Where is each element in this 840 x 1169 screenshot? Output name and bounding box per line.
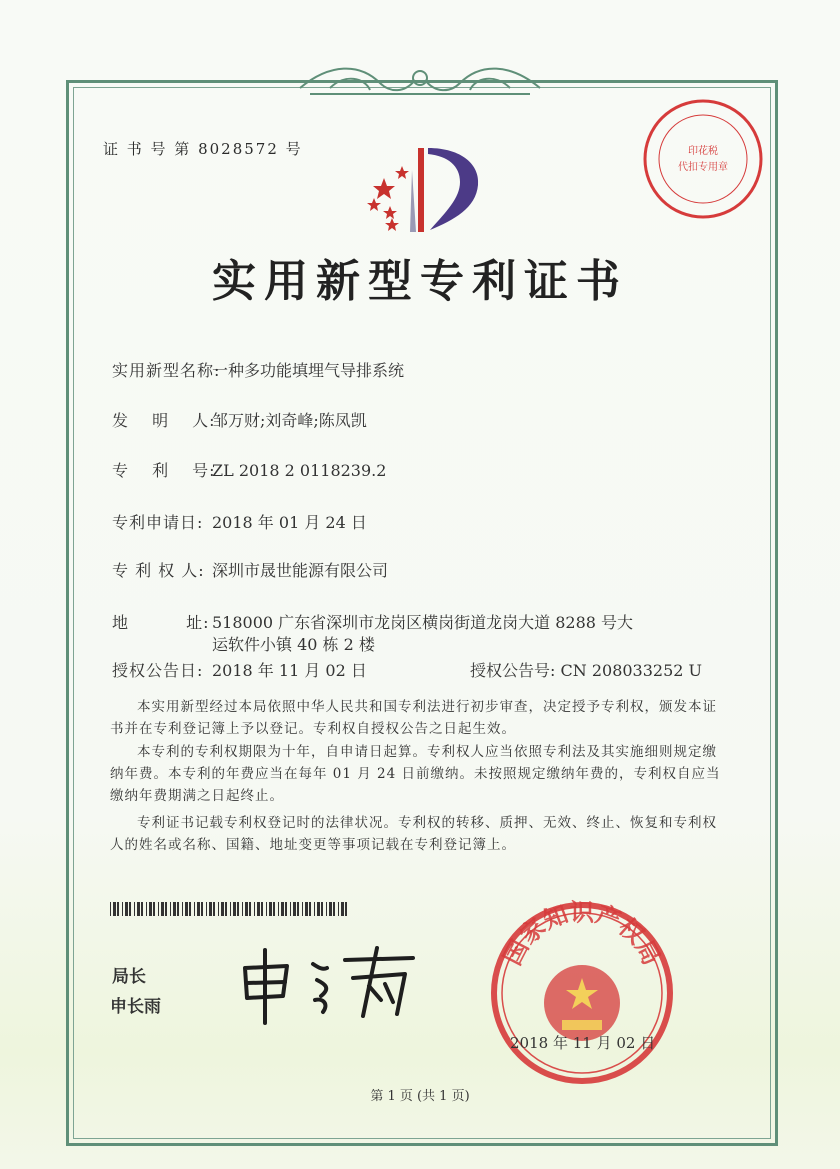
address-row <box>112 610 633 633</box>
address-label: 地 址: <box>112 613 210 632</box>
official-seal-icon <box>487 898 677 1088</box>
grant-number-label: 授权公告号: <box>470 661 556 680</box>
certificate-number: 证 书 号 第 8028572 号 <box>103 140 303 158</box>
inventor-value: 邹万财;刘奇峰;陈凤凯 <box>212 411 367 430</box>
patent-logo-icon <box>362 140 482 240</box>
address-line-2: 运软件小镇 40 栋 2 楼 <box>212 635 375 654</box>
signature-icon <box>235 938 425 1028</box>
signing-date: 2018 年 11 月 02 日 <box>510 1034 656 1052</box>
address-line-1: 518000 广东省深圳市龙岗区横岗街道龙岗大道 8288 号大 <box>212 613 634 632</box>
inventor-label: 发 明 人: <box>112 411 216 430</box>
patent-number-value: ZL 2018 2 0118239.2 <box>212 461 387 480</box>
page-title: 实用新型专利证书 <box>212 256 628 307</box>
svg-text:国家知识产权局 <box>498 899 665 970</box>
grant-date-value: 2018 年 11 月 02 日 <box>212 661 367 680</box>
grant-number-value: CN 208033252 U <box>560 661 703 680</box>
page-number: 第 1 页 (共 1 页) <box>370 1089 470 1104</box>
name-label: 实用新型名称: <box>112 361 221 380</box>
seal-text: 国家知识产权局 <box>498 898 666 970</box>
patent-number-row <box>112 458 386 481</box>
grant-date-label: 授权公告日: <box>112 661 204 680</box>
application-date-label: 专利申请日: <box>112 513 204 532</box>
patentee-value: 深圳市晟世能源有限公司 <box>212 561 389 580</box>
tax-seal-icon <box>640 96 766 222</box>
paragraph-3: 专利证书记载专利权登记时的法律状况。专利权的转移、质押、无效、终止、恢复和专利权人的姓名或名称、国籍、地址变更等事项记载在专利登记簿上。 <box>110 815 717 853</box>
utility-model-name-row <box>112 358 404 381</box>
patent-number-label: 专 利 号: <box>112 461 216 480</box>
director-title: 局长 <box>112 967 146 987</box>
svg-text:代扣专用章: 代扣专用章 <box>678 162 728 173</box>
grant-number-row <box>470 658 702 681</box>
inventor-row <box>112 408 367 431</box>
grant-date-row <box>112 658 367 681</box>
paragraph-1: 本实用新型经过本局依照中华人民共和国专利法进行初步审查，决定授予专利权，颁发本证书并在专利登记簿上予以登记。专利权自授权公告之日起生效。 <box>110 699 717 737</box>
patentee-label: 专 利 权 人: <box>112 561 205 580</box>
top-ornament-icon <box>290 58 550 108</box>
svg-text:印花税: 印花税 <box>688 146 718 157</box>
barcode-icon <box>110 902 352 916</box>
name-value: 一种多功能填埋气导排系统 <box>212 361 405 380</box>
director-name: 申长雨 <box>110 997 161 1017</box>
paragraph-2: 本专利的专利权期限为十年，自申请日起算。专利权人应当依照专利法及其实施细则规定缴纳年费。本专利的年费应当在每年 01 月 24 日前缴纳。未按照规定缴纳年费的，专利权自应当缴纳年费期满之日起终止。 <box>110 744 721 804</box>
application-date-value: 2018 年 01 月 24 日 <box>212 513 367 532</box>
patentee-row <box>112 558 388 581</box>
application-date-row <box>112 510 367 533</box>
